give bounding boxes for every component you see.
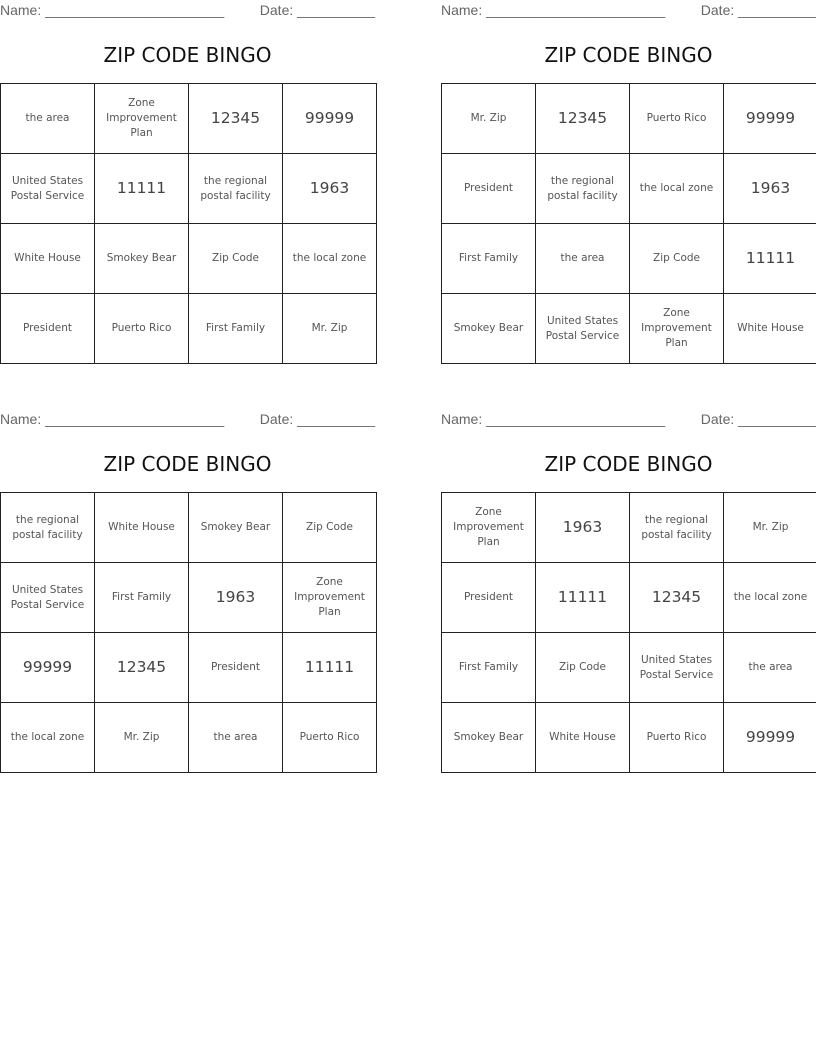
bingo-cell: the area bbox=[189, 703, 283, 773]
grid-row bbox=[1, 493, 377, 563]
bingo-grid bbox=[441, 492, 816, 773]
grid-row bbox=[1, 294, 377, 364]
grid-row bbox=[442, 154, 816, 224]
bingo-cell: the area bbox=[1, 84, 95, 154]
date-field: Date: __________ bbox=[700, 2, 816, 18]
bingo-cell: the regional postal facility bbox=[189, 154, 283, 224]
bingo-cell: Puerto Rico bbox=[630, 84, 724, 154]
bingo-cell: United States Postal Service bbox=[1, 154, 95, 224]
grid-row bbox=[1, 224, 377, 294]
bingo-cell: the regional postal facility bbox=[1, 493, 95, 563]
bingo-cell: 11111 bbox=[95, 154, 189, 224]
bingo-cell: 12345 bbox=[630, 563, 724, 633]
card-header bbox=[441, 2, 816, 22]
bingo-cell: United States Postal Service bbox=[630, 633, 724, 703]
grid-row bbox=[442, 563, 816, 633]
bingo-cell: First Family bbox=[442, 633, 536, 703]
name-field: Name: _______________________ bbox=[441, 411, 666, 427]
bingo-cell: the regional postal facility bbox=[630, 493, 724, 563]
grid-row bbox=[442, 703, 816, 773]
bingo-cell: 12345 bbox=[95, 633, 189, 703]
bingo-cell: First Family bbox=[442, 224, 536, 294]
card-header bbox=[0, 411, 375, 431]
card-title: ZIP CODE BINGO bbox=[103, 452, 272, 476]
bingo-cell: Puerto Rico bbox=[95, 294, 189, 364]
bingo-cell: 1963 bbox=[536, 493, 630, 563]
bingo-cell: Zone Improvement Plan bbox=[283, 563, 377, 633]
bingo-cell: United States Postal Service bbox=[1, 563, 95, 633]
grid-row bbox=[442, 493, 816, 563]
bingo-cell: White House bbox=[724, 294, 816, 364]
grid-row bbox=[1, 703, 377, 773]
card-header bbox=[441, 411, 816, 431]
grid-row bbox=[442, 224, 816, 294]
bingo-cell: the local zone bbox=[283, 224, 377, 294]
bingo-cell: the area bbox=[724, 633, 816, 703]
bingo-cell: the local zone bbox=[1, 703, 95, 773]
bingo-cell: President bbox=[1, 294, 95, 364]
bingo-cell: Mr. Zip bbox=[442, 84, 536, 154]
grid-row bbox=[1, 154, 377, 224]
card-title: ZIP CODE BINGO bbox=[103, 43, 272, 67]
bingo-cell: President bbox=[442, 154, 536, 224]
bingo-cell: Zip Code bbox=[536, 633, 630, 703]
bingo-cell: Zip Code bbox=[283, 493, 377, 563]
bingo-grid bbox=[0, 492, 377, 773]
bingo-cell: Puerto Rico bbox=[283, 703, 377, 773]
bingo-cell: 12345 bbox=[189, 84, 283, 154]
bingo-cell: 99999 bbox=[724, 703, 816, 773]
grid-row bbox=[1, 563, 377, 633]
bingo-cell: Smokey Bear bbox=[189, 493, 283, 563]
name-field: Name: _______________________ bbox=[441, 2, 666, 18]
name-field: Name: _______________________ bbox=[0, 2, 225, 18]
bingo-cell: Mr. Zip bbox=[283, 294, 377, 364]
grid-row bbox=[1, 84, 377, 154]
grid-row bbox=[1, 633, 377, 703]
bingo-cell: 99999 bbox=[1, 633, 95, 703]
bingo-grid bbox=[441, 83, 816, 364]
bingo-cell: the regional postal facility bbox=[536, 154, 630, 224]
bingo-cell: the local zone bbox=[724, 563, 816, 633]
bingo-cell: 99999 bbox=[724, 84, 816, 154]
date-field: Date: __________ bbox=[259, 2, 375, 18]
bingo-cell: Zone Improvement Plan bbox=[95, 84, 189, 154]
bingo-cell: 1963 bbox=[283, 154, 377, 224]
bingo-cell: 99999 bbox=[283, 84, 377, 154]
bingo-cell: Zone Improvement Plan bbox=[630, 294, 724, 364]
bingo-cell: White House bbox=[536, 703, 630, 773]
grid-row bbox=[442, 633, 816, 703]
grid-row bbox=[442, 84, 816, 154]
bingo-cell: 1963 bbox=[724, 154, 816, 224]
bingo-cell: United States Postal Service bbox=[536, 294, 630, 364]
card-title: ZIP CODE BINGO bbox=[544, 43, 713, 67]
bingo-cell: 11111 bbox=[283, 633, 377, 703]
bingo-cell: Mr. Zip bbox=[95, 703, 189, 773]
bingo-cell: Zip Code bbox=[189, 224, 283, 294]
bingo-cell: Zone Improvement Plan bbox=[442, 493, 536, 563]
bingo-cell: First Family bbox=[95, 563, 189, 633]
bingo-cell: Mr. Zip bbox=[724, 493, 816, 563]
bingo-cell: Zip Code bbox=[630, 224, 724, 294]
bingo-cell: President bbox=[189, 633, 283, 703]
bingo-cell: Smokey Bear bbox=[95, 224, 189, 294]
card-title: ZIP CODE BINGO bbox=[544, 452, 713, 476]
bingo-cell: the local zone bbox=[630, 154, 724, 224]
name-field: Name: _______________________ bbox=[0, 411, 225, 427]
card-header bbox=[0, 2, 375, 22]
grid-row bbox=[442, 294, 816, 364]
bingo-cell: Puerto Rico bbox=[630, 703, 724, 773]
bingo-cell: President bbox=[442, 563, 536, 633]
bingo-cell: 1963 bbox=[189, 563, 283, 633]
bingo-cell: Smokey Bear bbox=[442, 294, 536, 364]
bingo-cell: 12345 bbox=[536, 84, 630, 154]
bingo-cell: White House bbox=[95, 493, 189, 563]
bingo-cell: 11111 bbox=[724, 224, 816, 294]
date-field: Date: __________ bbox=[259, 411, 375, 427]
bingo-cell: White House bbox=[1, 224, 95, 294]
bingo-cell: the area bbox=[536, 224, 630, 294]
date-field: Date: __________ bbox=[700, 411, 816, 427]
bingo-cell: First Family bbox=[189, 294, 283, 364]
bingo-cell: Smokey Bear bbox=[442, 703, 536, 773]
bingo-cell: 11111 bbox=[536, 563, 630, 633]
bingo-grid bbox=[0, 83, 377, 364]
